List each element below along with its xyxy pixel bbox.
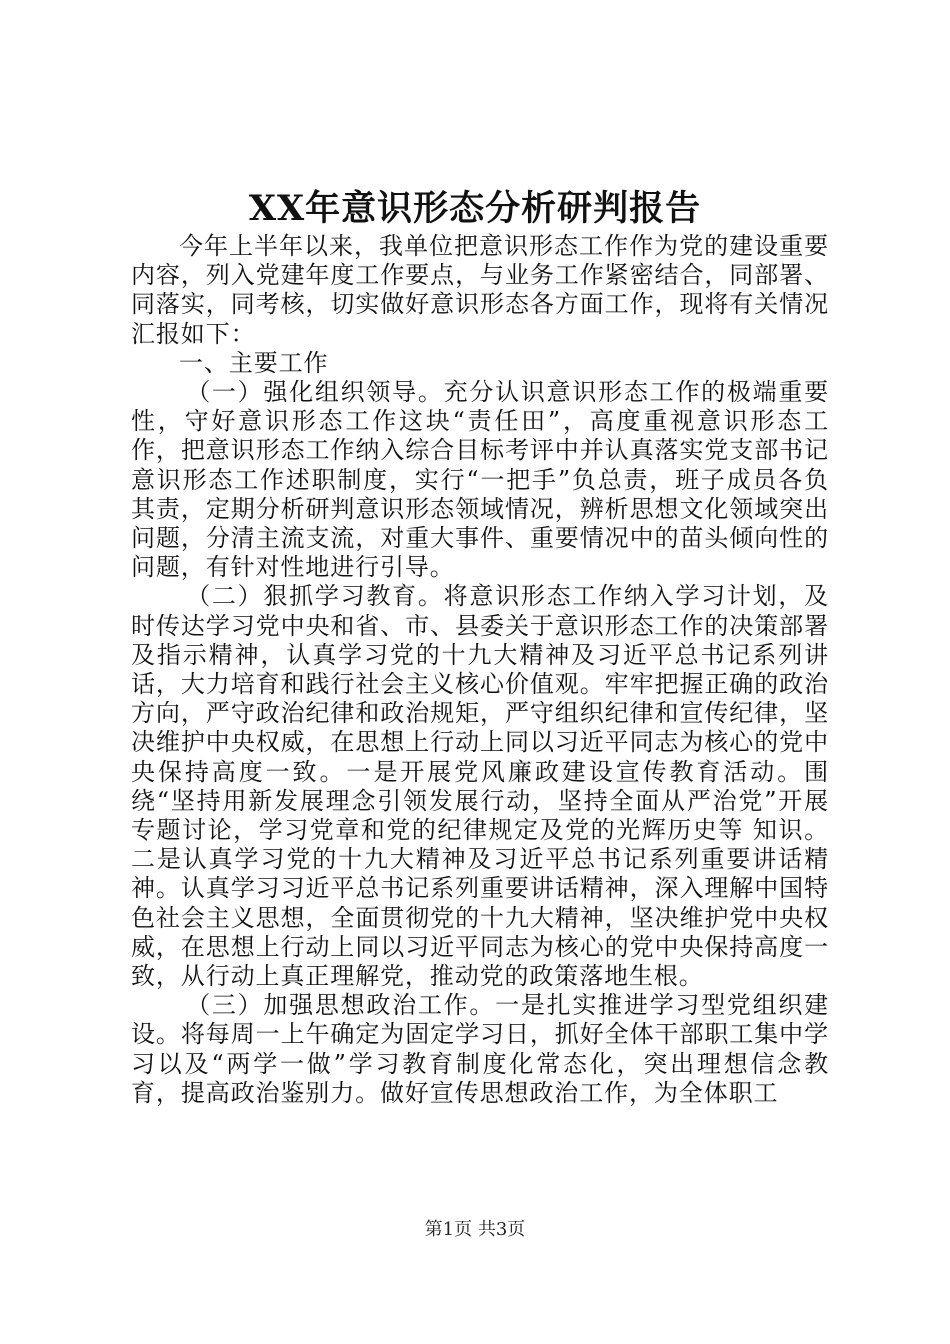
paragraph-organization-leadership: （一）强化组织领导。充分认识意识形态工作的极端重要性，守好意识形态工作这块“责任田”，高度重视意识形态工作，把意识形态工作纳入综合目标考评中并认真落实党支部书记意识形态工作述职制度，实行“一把手”负总责，班子成员各负其责，定期分析研判意识形态领域情况，辨析思想文化领域突出问题，分清主流支流，对重大事件、重要情况中的苗头倾向性的问题，有针对性地进行引导。 <box>131 378 829 582</box>
intro-paragraph: 今年上半年以来，我单位把意识形态工作作为党的建设重要内容，列入党建年度工作要点，与业务工作紧密结合，同部署、同落实，同考核，切实做好意识形态各方面工作，现将有关情况汇报如下： <box>131 232 829 348</box>
document-title: XX年意识形态分析研判报告 <box>248 188 702 229</box>
page-footer: 第1页 共3页 <box>424 1219 526 1240</box>
paragraph-study-education: （二）狠抓学习教育。将意识形态工作纳入学习计划，及时传达学习党中央和省、市、县委关于意识形态工作的决策部署及指示精神，认真学习党的十九大精神及习近平总书记系列讲话，大力培育和践行社会主义核心价值观。牢牢把握正确的政治方向，严守政治纪律和政治规矩，严守组织纪律和宣传纪律，坚决维护中央权威，在思想上行动上同以习近平同志为核心的党中央保持高度一致。一是开展党风廉政建设宣传教育活动。围绕“坚持用新发展理念引领发展行动，坚持全面从严治党”开展专题讨论，学习党章和党的纪律规定及党的光辉历史等 知识。二是认真学习党的十九大精神及习近平总书记系列重要讲话精神。认真学习习近平总书记系列重要讲话精神，深入理解中国特色社会主义思想，全面贯彻党的十九大精神，坚决维护党中央权威，在思想上行动上同以习近平同志为核心的党中央保持高度一致，从行动上真正理解党，推动党的政策落地生根。 <box>131 582 829 991</box>
document-body <box>131 232 829 1108</box>
section-heading-main-work: 一、主要工作 <box>179 348 329 377</box>
paragraph-ideological-work: （三）加强思想政治工作。一是扎实推进学习型党组织建设。将每周一上午确定为固定学习日，抓好全体干部职工集中学习以及“两学一做”学习教育制度化常态化，突出理想信念教育，提高政治鉴别力。做好宣传思想政治工作，为全体职工 <box>131 991 829 1107</box>
